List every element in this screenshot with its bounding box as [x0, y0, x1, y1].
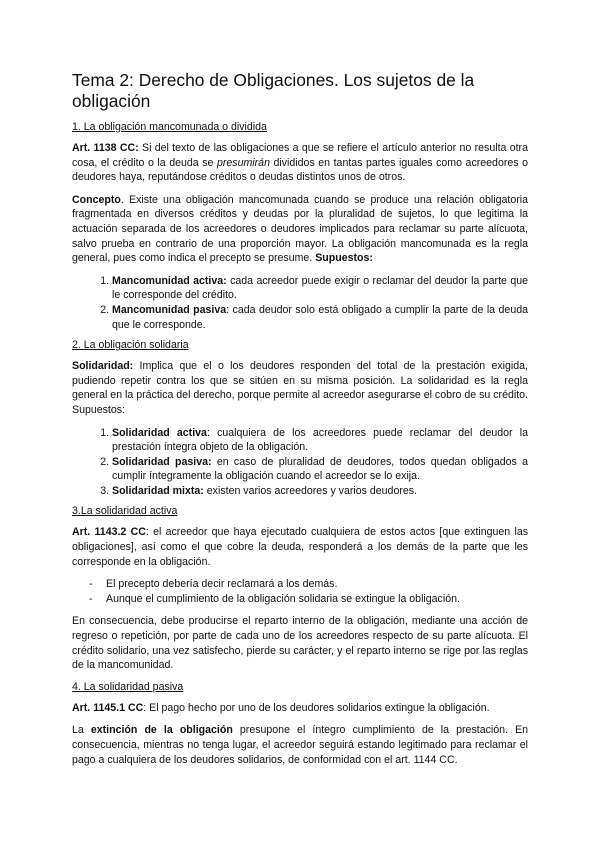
- list-item-term: Solidaridad pasiva:: [112, 455, 212, 468]
- list-item: [112, 455, 528, 484]
- emphasis-presumiran: presumirán: [216, 156, 270, 169]
- dash-list-item: - El precepto debería decir reclamará a los demás.: [89, 577, 528, 592]
- paragraph-concepto: [72, 193, 528, 266]
- list-item-term: Solidaridad activa: [112, 426, 207, 439]
- text-run: . Existe una obligación mancomunada cuando se produce una relación obligatoria fragmentada en diversos créditos y deudas por la pluralidad de sujetos, lo que legitima la actuación separada de los acreedores o deudores implicados para reclamar su parte alícuota, salvo prueba en contrario de una proporción mayor. La obligación mancomunada es la regla general, pues como indica el precepto se presume.: [72, 193, 528, 265]
- supuestos-label: Supuestos:: [315, 252, 373, 265]
- text-run: presupone el íntegro cumplimiento de la prestación. En consecuencia, mientras no tenga lugar, el acreedor seguirá estando legitimado para reclamar el pago a cualquiera de los deudores solidarios, de conformidad con el art. 1144 CC.: [72, 724, 529, 766]
- art-1143-label: Art. 1143.2 CC: [72, 526, 146, 539]
- paragraph-extincion: [72, 723, 528, 767]
- dash-list: [72, 577, 528, 606]
- paragraph-art-1143: [72, 525, 528, 569]
- paragraph-art-1138: [72, 141, 528, 185]
- list-item-text: : cada deudor solo está obligado a cumplir la parte de la deuda que le corresponde.: [112, 303, 528, 331]
- art-1145-label: Art. 1145.1 CC: [72, 701, 144, 714]
- extincion-term: extinción de la obligación: [90, 724, 233, 737]
- paragraph-consecuencia: En consecuencia, debe producirse el reparto interno de la obligación, mediante una acción de regreso o repetición, por parte de cada uno de los acreedores respecto de su parte alícuota. El crédito solidario, una vez satisfecho, pierde su carácter, y el reparto interno se rige por las reglas de la mancomunidad.: [72, 615, 528, 672]
- solidaridad-label: Solidaridad:: [72, 360, 134, 373]
- art-1138-label: Art. 1138 CC:: [72, 142, 139, 154]
- concepto-label: Concepto: [72, 193, 121, 206]
- page-title: Tema 2: Derecho de Obligaciones. Los sujetos de la obligación: [72, 70, 475, 111]
- paragraph-art-1145: [72, 701, 528, 716]
- list-item-text: cada acreedor puede exigir o reclamar del deudor la parte que le corresponde del crédito.: [112, 274, 528, 302]
- paragraph-solidaridad: [72, 359, 528, 417]
- list-item: [112, 484, 528, 499]
- section-heading-2: 2. La obligación solidaria: [72, 339, 189, 352]
- text-run: Si del texto de las obligaciones a que se refiere el artículo anterior no resulta otra cosa, el crédito o la deuda se: [72, 142, 528, 169]
- list-item-term: Mancomunidad pasiva: [112, 303, 227, 316]
- list-item-term: Mancomunidad activa:: [112, 274, 227, 287]
- list-item-text: existen varios acreedores y varios deudores.: [203, 484, 418, 497]
- section-heading-3: 3.La solidaridad activa: [72, 505, 178, 518]
- text-run: divididos en tantas partes iguales como acreedores o deudores haya, reputándose créditos o deudas distintos unos de otros.: [72, 156, 528, 184]
- list-item: [112, 274, 528, 303]
- text-run: : El pago hecho por uno de los deudores solidarios extingue la obligación.: [143, 701, 490, 714]
- mancomunidad-list: [72, 274, 528, 332]
- section-heading-4: 4. La solidaridad pasiva: [72, 680, 184, 693]
- document-page: [72, 70, 528, 775]
- text-run: Implica que el o los deudores responden del total de la prestación exigida, pudiendo repetir contra los que se sitúen en su misma posición. La solidaridad es la regla general en la práctica del derecho, porque permite al acreedor asegurarse el cobro de su crédito. Supuestos:: [72, 360, 528, 416]
- list-item: [112, 426, 528, 455]
- list-item: [112, 303, 528, 332]
- solidaridad-list: [72, 426, 528, 499]
- list-item-text: : cualquiera de los acreedores puede reclamar del deudor la prestación íntegra objeto de la obligación.: [112, 426, 528, 454]
- list-item-term: Solidaridad mixta:: [112, 484, 204, 497]
- text-run: La: [72, 724, 91, 737]
- text-run: : el acreedor que haya ejecutado cualquiera de estos actos [que extinguen las obligaciones], así como el que cobre la deuda, responderá a los demás de la parte que les corresponde en la obligación.: [72, 526, 529, 568]
- list-item-text: en caso de pluralidad de deudores, todos quedan obligados a cumplir íntegramente la obligación cuando el acreedor se lo exija.: [112, 455, 528, 483]
- section-heading-1: 1. La obligación mancomunada o dividida: [72, 121, 267, 133]
- dash-list-item: - Aunque el cumplimiento de la obligación solidaria se extingue la obligación.: [89, 592, 528, 607]
